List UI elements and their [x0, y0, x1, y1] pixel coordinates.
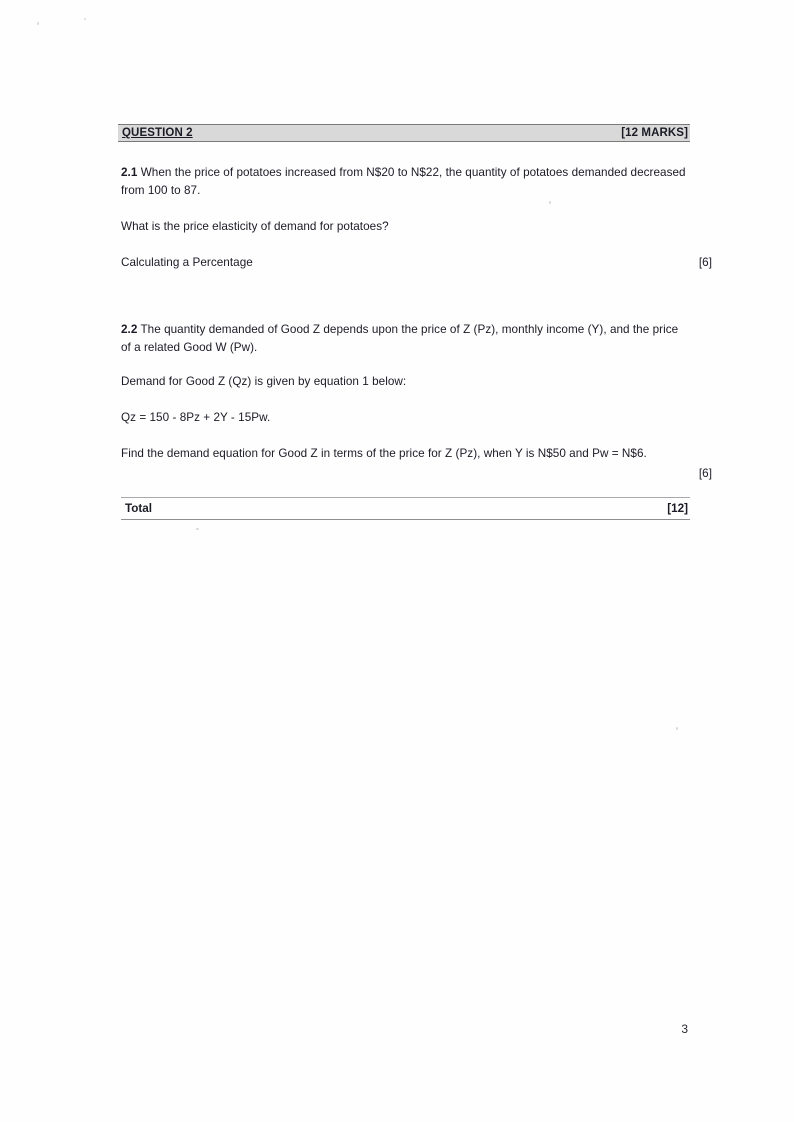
scan-speck: [37, 22, 39, 25]
scan-speck: [84, 18, 86, 20]
section-spacer: [121, 291, 690, 321]
question-body: [118, 164, 712, 480]
item-2-1-question: What is the price elasticity of demand for potatoes?: [121, 220, 389, 234]
total-section: [118, 497, 690, 520]
question-content: [118, 124, 712, 520]
item-2-2-task-text: Find the demand equation for Good Z in terms of the price for Z (Pz), when Y is N$50 and Pw = N$6.: [121, 447, 647, 460]
item-2-2-mark: [6]: [698, 467, 712, 480]
item-2-1-number: 2.1: [121, 166, 138, 179]
item-2-2-intro-line: Demand for Good Z (Qz) is given by equation 1 below:: [121, 374, 407, 388]
total-value: [12]: [667, 502, 688, 516]
item-2-2-text: The quantity demanded of Good Z depends upon the price of Z (Pz), monthly income (Y), and the price of a related Good W (Pw).: [121, 322, 679, 354]
question-header-bar: [118, 124, 690, 142]
total-rule-bottom: [121, 519, 690, 520]
question-title: QUESTION 2: [122, 127, 193, 139]
total-label: Total: [125, 502, 153, 516]
item-2-1-answer-label: Calculating a Percentage: [121, 256, 253, 270]
item-2-2-task: [121, 445, 712, 480]
scan-speck: [196, 528, 199, 530]
page-number: 3: [681, 1022, 688, 1036]
item-2-2-number: 2.2: [121, 322, 138, 336]
item-2-2-paragraph: [121, 321, 690, 357]
item-2-1-text: When the price of potatoes increased from N$20 to N$22, the quantity of potatoes demanded decreased from 100 to 87.: [121, 166, 686, 198]
item-2-1-mark: [6]: [698, 256, 712, 270]
scan-speck: [676, 727, 678, 730]
item-2-1-paragraph: [121, 164, 690, 200]
question-marks: [12 MARKS]: [621, 127, 688, 139]
total-row: [121, 498, 690, 519]
item-2-2-equation: Qz = 150 - 8Pz + 2Y - 15Pw.: [121, 410, 271, 424]
item-2-1-answer-line: [121, 254, 712, 272]
